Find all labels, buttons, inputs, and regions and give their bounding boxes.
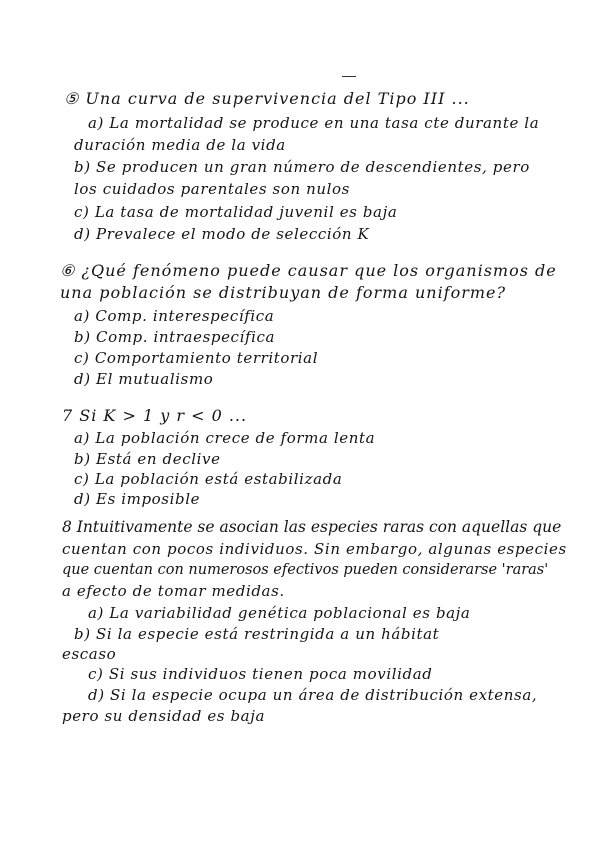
question-8-title-cont-3: a efecto de tomar medidas.	[62, 582, 285, 600]
question-8-title: 8 Intuitivamente se asocian las especies raras con aquellas que	[62, 518, 562, 536]
question-7-title: 7 Si K > 1 y r < 0 ...	[62, 406, 248, 425]
question-5-title: ⑤ Una curva de supervivencia del Tipo III ...	[64, 89, 470, 108]
question-7-option-d: d) Es imposible	[74, 490, 201, 508]
question-8-option-b-cont: escaso	[62, 645, 117, 663]
question-5-option-b: b) Se producen un gran número de descendientes, pero	[74, 158, 530, 176]
question-8-option-a: a) La variabilidad genética poblacional es baja	[88, 604, 471, 622]
question-5-option-c: c) La tasa de mortalidad juvenil es baja	[74, 203, 398, 221]
question-8-title-cont-1: cuentan con pocos individuos. Sin embargo, algunas especies	[62, 540, 567, 558]
question-6-option-d: d) El mutualismo	[74, 370, 214, 388]
question-8-option-d-cont: pero su densidad es baja	[62, 707, 266, 725]
question-8-title-cont-2: que cuentan con numerosos efectivos pueden considerarse 'raras'	[62, 562, 549, 578]
question-5-option-d: d) Prevalece el modo de selección K	[74, 225, 370, 243]
question-5-option-a: a) La mortalidad se produce en una tasa cte durante la	[88, 114, 540, 132]
question-8-option-c: c) Si sus individuos tienen poca movilidad	[88, 665, 433, 683]
question-7-option-c: c) La población está estabilizada	[74, 470, 343, 488]
question-6-option-b: b) Comp. intraespecífica	[74, 328, 276, 346]
question-7-option-a: a) La población crece de forma lenta	[74, 429, 376, 447]
top-dash-mark	[342, 76, 356, 77]
question-8-option-b: b) Si la especie está restringida a un hábitat	[74, 625, 440, 643]
question-7-option-b: b) Está en declive	[74, 450, 221, 468]
question-6-option-c: c) Comportamiento territorial	[74, 349, 319, 367]
question-6-option-a: a) Comp. interespecífica	[74, 307, 275, 325]
question-5-option-b-cont: los cuidados parentales son nulos	[74, 180, 350, 198]
question-6-title: ⑥ ¿Qué fenómeno puede causar que los organismos de	[60, 261, 557, 280]
question-5-option-a-cont: duración media de la vida	[74, 136, 286, 154]
question-6-title-cont: una población se distribuyan de forma uniforme?	[60, 283, 507, 302]
question-8-option-d: d) Si la especie ocupa un área de distribución extensa,	[88, 686, 538, 704]
